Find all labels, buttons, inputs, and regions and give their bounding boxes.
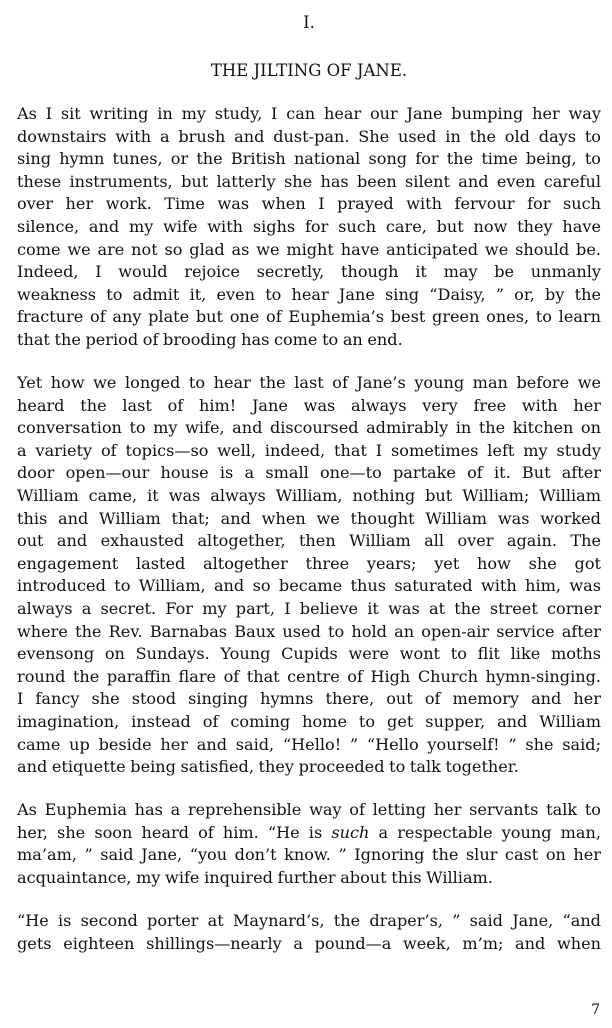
text-line: these instruments, but latterly she has been silent and even careful: [17, 171, 601, 191]
chapter-title: THE JILTING OF JANE.: [210, 61, 408, 80]
text-line: acquaintance, my wife inquired further about this William.: [17, 868, 493, 887]
text-line: and etiquette being satisfied, they proceeded to talk together.: [17, 757, 519, 777]
text-line: her, she soon heard of him. “He is such a respectable young man,: [17, 822, 602, 842]
paragraph: [17, 103, 601, 352]
paragraph: [17, 910, 601, 955]
paragraph: [17, 799, 601, 889]
text-line: As Euphemia has a reprehensible way of letting her servants talk to: [17, 800, 601, 820]
text-line: William came, it was always William, nothing but William; William: [17, 486, 601, 505]
emphasized-word: such: [331, 822, 370, 842]
text-line: I fancy she stood singing hymns there, out of memory and her: [17, 689, 601, 709]
text-line: sing hymn tunes, or the British national song for the time being, to: [17, 149, 601, 169]
text-line: a variety of topics—so well, indeed, that I sometimes left my study: [17, 440, 601, 460]
text-line: door open—our house is a small one—to partake of it. But after: [17, 463, 601, 483]
text-line: this and William that; and when we thought William was worked: [17, 508, 601, 528]
text-line: came up beside her and said, “Hello! ” “Hello yourself! ” she said;: [17, 734, 601, 754]
text-line: that the period of brooding has come to an end.: [17, 329, 403, 349]
text-line: imagination, instead of coming home to get supper, and William: [17, 711, 601, 731]
text-line: downstairs with a brush and dust-pan. She used in the old days to: [17, 126, 601, 146]
text-line: weakness to admit it, even to hear Jane sing “Daisy, ” or, by the: [17, 284, 601, 304]
text-line: engagement lasted altogether three years; yet how she got: [17, 553, 601, 573]
text-line: silence, and my wife with sighs for such care, but now they have: [17, 216, 601, 236]
text-line: gets eighteen shillings—nearly a pound—a week, m’m; and when: [17, 933, 601, 953]
text-line: As I sit writing in my study, I can hear our Jane bumping her way: [17, 104, 601, 123]
text-line: “He is second porter at Maynard’s, the draper’s, ” said Jane, “and: [17, 911, 601, 931]
chapter-number: I.: [303, 13, 315, 32]
text-line: Yet how we longed to hear the last of Jane’s young man before we: [17, 373, 601, 393]
paragraph: [17, 372, 601, 779]
text-line: fracture of any plate but one of Euphemia’s best green ones, to learn: [17, 307, 601, 327]
text-line: introduced to William, and so became thus saturated with him, was: [17, 576, 601, 596]
text-line: over her work. Time was when I prayed with fervour for such: [17, 194, 601, 214]
text-line: where the Rev. Barnabas Baux used to hold an open-air service after: [17, 621, 601, 641]
text-line: ma’am, ” said Jane, “you don’t know. ” Ignoring the slur cast on her: [17, 845, 601, 865]
text-line: conversation to my wife, and discoursed admirably in the kitchen on: [17, 418, 601, 438]
text-line: out and exhausted altogether, then William all over again. The: [17, 531, 601, 551]
text-line: evensong on Sundays. Young Cupids were wont to flit like moths: [17, 644, 601, 664]
text-line: always a secret. For my part, I believe it was at the street corner: [17, 598, 601, 618]
body-text: [17, 103, 601, 955]
text-line: heard the last of him! Jane was always very free with her: [17, 395, 601, 415]
text-line: round the paraffin flare of that centre of High Church hymn-singing.: [17, 666, 601, 686]
text-line: come we are not so glad as we might have anticipated we should be.: [17, 239, 601, 259]
page-number: 7: [591, 1002, 600, 1018]
book-page: [17, 12, 601, 976]
text-line: Indeed, I would rejoice secretly, though it may be unmanly: [17, 262, 601, 282]
